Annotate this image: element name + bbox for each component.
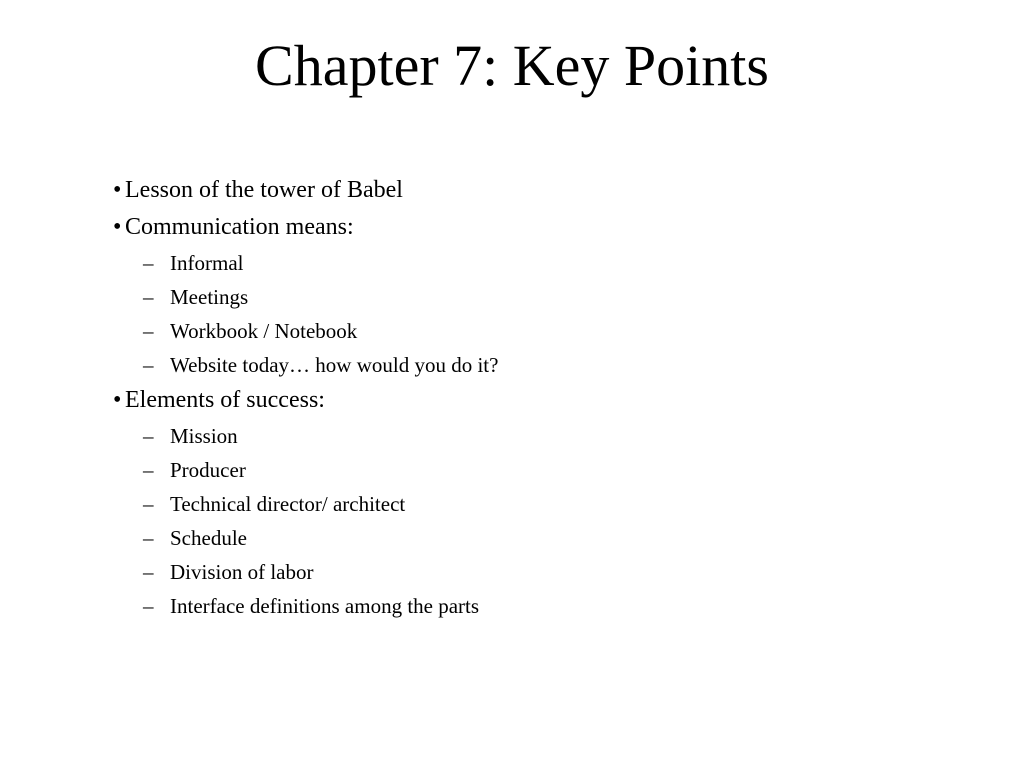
bullet-item — [0, 382, 1024, 419]
sub-item-text: Producer — [170, 458, 246, 482]
dash-marker: – — [143, 594, 154, 618]
bullet-text: Communication means: — [125, 214, 354, 240]
sub-item-text: Workbook / Notebook — [170, 319, 358, 343]
bullet-list — [0, 172, 1024, 623]
sub-item — [0, 487, 1024, 521]
sub-item — [0, 521, 1024, 555]
bullet-text: Elements of success: — [125, 387, 325, 413]
sub-item — [0, 314, 1024, 348]
sub-item — [0, 419, 1024, 453]
dash-marker: – — [143, 526, 154, 550]
sub-item-text: Mission — [170, 424, 238, 448]
bullet-item — [0, 172, 1024, 209]
bullet-marker: • — [113, 177, 122, 203]
sub-item — [0, 555, 1024, 589]
sub-item-text: Meetings — [170, 285, 249, 309]
sub-item — [0, 348, 1024, 382]
sub-item-text: Informal — [170, 251, 244, 275]
sub-item — [0, 280, 1024, 314]
sub-item — [0, 453, 1024, 487]
dash-marker: – — [143, 560, 154, 584]
dash-marker: – — [143, 353, 154, 377]
sub-item — [0, 246, 1024, 280]
slide-title: Chapter 7: Key Points — [255, 33, 769, 98]
dash-marker: – — [143, 319, 154, 343]
dash-marker: – — [143, 458, 154, 482]
bullet-text: Lesson of the tower of Babel — [125, 177, 403, 203]
bullet-marker: • — [113, 387, 122, 413]
sub-item-text: Technical director/ architect — [170, 492, 406, 516]
dash-marker: – — [143, 251, 154, 275]
sub-item-text: Division of labor — [170, 560, 314, 584]
dash-marker: – — [143, 492, 154, 516]
bullet-marker: • — [113, 214, 122, 240]
dash-marker: – — [143, 285, 154, 309]
sub-item — [0, 589, 1024, 623]
dash-marker: – — [143, 424, 154, 448]
bullet-item — [0, 209, 1024, 246]
sub-item-text: Website today… how would you do it? — [170, 353, 499, 377]
sub-item-text: Interface definitions among the parts — [170, 594, 480, 618]
sub-item-text: Schedule — [170, 526, 247, 550]
